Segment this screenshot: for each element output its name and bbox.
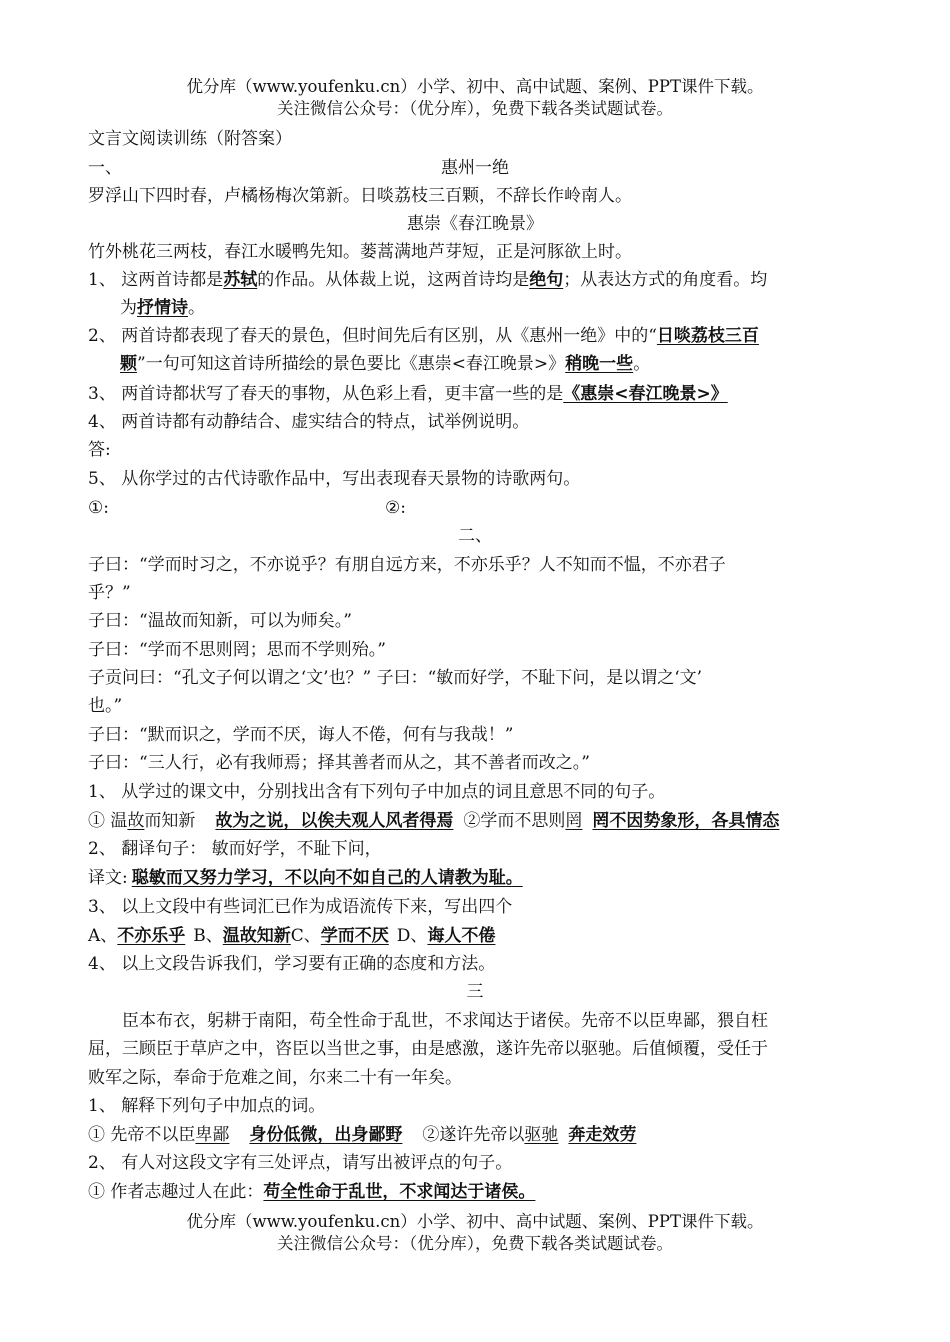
answer: 稍晚一些 — [565, 354, 634, 374]
s2-translation — [88, 866, 868, 890]
text: ②遂许先帝以 — [422, 1125, 525, 1145]
text: 。 — [188, 298, 205, 318]
key-word: 故 — [127, 811, 145, 831]
s2-question-3: 3、 以上文段中有些词汇已作为成语流传下来，写出四个 — [88, 897, 513, 917]
key-word: 罔 — [565, 811, 583, 831]
text: ；从表达方式的角度看。均 — [563, 270, 768, 290]
text: 的作品。从体裁上说，这两首诗均是 — [257, 270, 530, 290]
s3-question-2: 2、 有人对这段文字有三处评点，请写出被评点的句子。 — [88, 1153, 513, 1173]
option-label: C、 — [290, 926, 321, 946]
s2-question-1-items — [88, 809, 868, 833]
s2-passage-4a: 子贡问曰：“孔文子何以谓之‘文’也？” 子曰：“敏而好学，不耻下问，是以谓之‘文’ — [88, 668, 703, 688]
translation-label: 译文: — [88, 868, 128, 888]
s2-question-1: 1、 从学过的课文中，分别找出含有下列句子中加点的词且意思不同的句子。 — [88, 782, 666, 802]
s2-question-4: 4、 以上文段告诉我们，学习要有正确的态度和方法。 — [88, 954, 496, 974]
s2-passage-3: 子曰：“学而不思则罔；思而不学则殆。” — [88, 640, 386, 660]
document-title: 文言文阅读训练（附答案） — [88, 129, 292, 149]
answer: 温故知新 — [222, 926, 291, 946]
answer: 《惠崇<春江晚景>》 — [563, 384, 728, 404]
text: 为 — [120, 298, 137, 318]
text: ① 作者志趣过人在此： — [88, 1182, 264, 1202]
s2-question-3-answers — [88, 924, 868, 948]
answer: 苟全性命于乱世，不求闻达于诸侯。 — [263, 1182, 536, 1202]
answer: 奔走效劳 — [568, 1125, 637, 1145]
text: ① 先帝不以臣 — [88, 1125, 196, 1145]
answer: 不亦乐乎 — [117, 926, 186, 946]
text: 。 — [633, 354, 651, 374]
answer: 抒情诗 — [137, 298, 188, 318]
poem-1-title: 惠州一绝 — [441, 158, 509, 178]
s2-passage-1a: 子曰：“学而时习之，不亦说乎？有朋自远方来，不亦乐乎？人不知而不愠，不亦君子 — [88, 555, 726, 575]
s1-question-2-cont — [120, 352, 860, 376]
answer: 绝句 — [529, 270, 564, 290]
header-line-2: 关注微信公众号：（优分库），免费下载各类试题试卷。 — [277, 99, 673, 118]
s2-passage-4b: 也。” — [88, 696, 123, 716]
text: ① 温 — [88, 811, 128, 831]
text: 1、 这两首诗都是 — [88, 270, 224, 290]
s3-passage-line-3: 败军之际，奉命于危难之间，尔来二十有一年矣。 — [88, 1068, 462, 1088]
text: ②学而不思则 — [463, 811, 566, 831]
s3-question-1: 1、 解释下列句子中加点的词。 — [88, 1096, 326, 1116]
s2-passage-5: 子曰：“默而识之，学而不厌，诲人不倦，何有与我哉！” — [88, 725, 514, 745]
text: ”一句可知这首诗所描绘的景色要比《惠崇<春江晚景>》 — [137, 354, 566, 374]
poem-2-title: 惠崇《春江晚景》 — [407, 214, 543, 234]
s1-question-1 — [88, 268, 868, 292]
option-label: D、 — [396, 926, 428, 946]
s2-passage-2: 子曰：“温故而知新，可以为师矣。” — [88, 611, 352, 631]
s3-question-1-items — [88, 1123, 868, 1147]
s2-passage-1b: 乎？” — [88, 583, 131, 603]
section-1-number: 一、 — [88, 158, 122, 178]
s1-question-3 — [88, 382, 868, 406]
s3-question-2-item-1 — [88, 1180, 868, 1204]
answer: 学而不厌 — [320, 926, 389, 946]
answer: 故为之说，以俟夫观人风者得焉 — [215, 811, 454, 831]
poem-1-text: 罗浮山下四时春，卢橘杨梅次第新。日啖荔枝三百颗，不辞长作岭南人。 — [88, 186, 632, 206]
answer: 身份低微，出身鄙野 — [249, 1125, 403, 1145]
footer-line-1: 优分库（www.youfenku.cn）小学、初中、高中试题、案例、PPT课件下载。 — [186, 1212, 764, 1231]
answer: 颗 — [120, 354, 137, 374]
text: 而知新 — [144, 811, 196, 831]
s3-passage-line-1: 臣本布衣，躬耕于南阳，苟全性命于乱世，不求闻达于诸侯。先帝不以臣卑鄙，猥自枉 — [122, 1011, 768, 1031]
answer: 诲人不倦 — [427, 926, 496, 946]
s1-question-5: 5、 从你学过的古代诗歌作品中，写出表现春天景物的诗歌两句。 — [88, 469, 581, 489]
s1-question-1-cont — [120, 296, 860, 320]
s1-question-2 — [88, 324, 868, 348]
poem-2-text: 竹外桃花三两枝，春江水暖鸭先知。蒌蒿满地芦芽短，正是河豚欲上时。 — [88, 242, 632, 262]
footer-line-2: 关注微信公众号：（优分库），免费下载各类试题试卷。 — [277, 1234, 673, 1253]
option-label: A、 — [88, 926, 118, 946]
s1-question-4: 4、 两首诗都有动静结合、虚实结合的特点，试举例说明。 — [88, 412, 530, 432]
key-word: 驱驰 — [524, 1125, 559, 1145]
answer: 罔不因势象形，各具情态 — [592, 811, 780, 831]
text: 2、 两首诗都表现了春天的景色，但时间先后有区别，从《惠州一绝》中的“ — [88, 326, 657, 346]
s3-passage-line-2: 屈，三顾臣于草庐之中，咨臣以当世之事，由是感激，遂许先帝以驱驰。后值倾覆，受任于 — [88, 1039, 768, 1059]
text: 3、 两首诗都状写了春天的事物，从色彩上看，更丰富一些的是 — [88, 384, 564, 404]
answer: 日啖荔枝三百 — [656, 326, 759, 346]
answer: 苏轼 — [223, 270, 258, 290]
s2-question-2: 2、 翻译句子： 敏而好学，不耻下问， — [88, 839, 382, 859]
section-3-number: 三 — [466, 982, 484, 1002]
answer: 聪敏而又努力学习，不以向不如自己的人请教为耻。 — [131, 868, 523, 888]
key-word: 卑鄙 — [195, 1125, 230, 1145]
option-label: B、 — [193, 926, 223, 946]
answer-label: 答: — [88, 440, 111, 460]
s1-q5-blank-1: ①: — [88, 498, 109, 518]
section-2-number: 二、 — [458, 526, 492, 546]
s1-q5-blank-2: ②: — [385, 498, 406, 518]
s2-passage-6: 子曰：“三人行，必有我师焉；择其善者而从之，其不善者而改之。” — [88, 753, 590, 773]
header-line-1: 优分库（www.youfenku.cn）小学、初中、高中试题、案例、PPT课件下载。 — [186, 77, 764, 96]
